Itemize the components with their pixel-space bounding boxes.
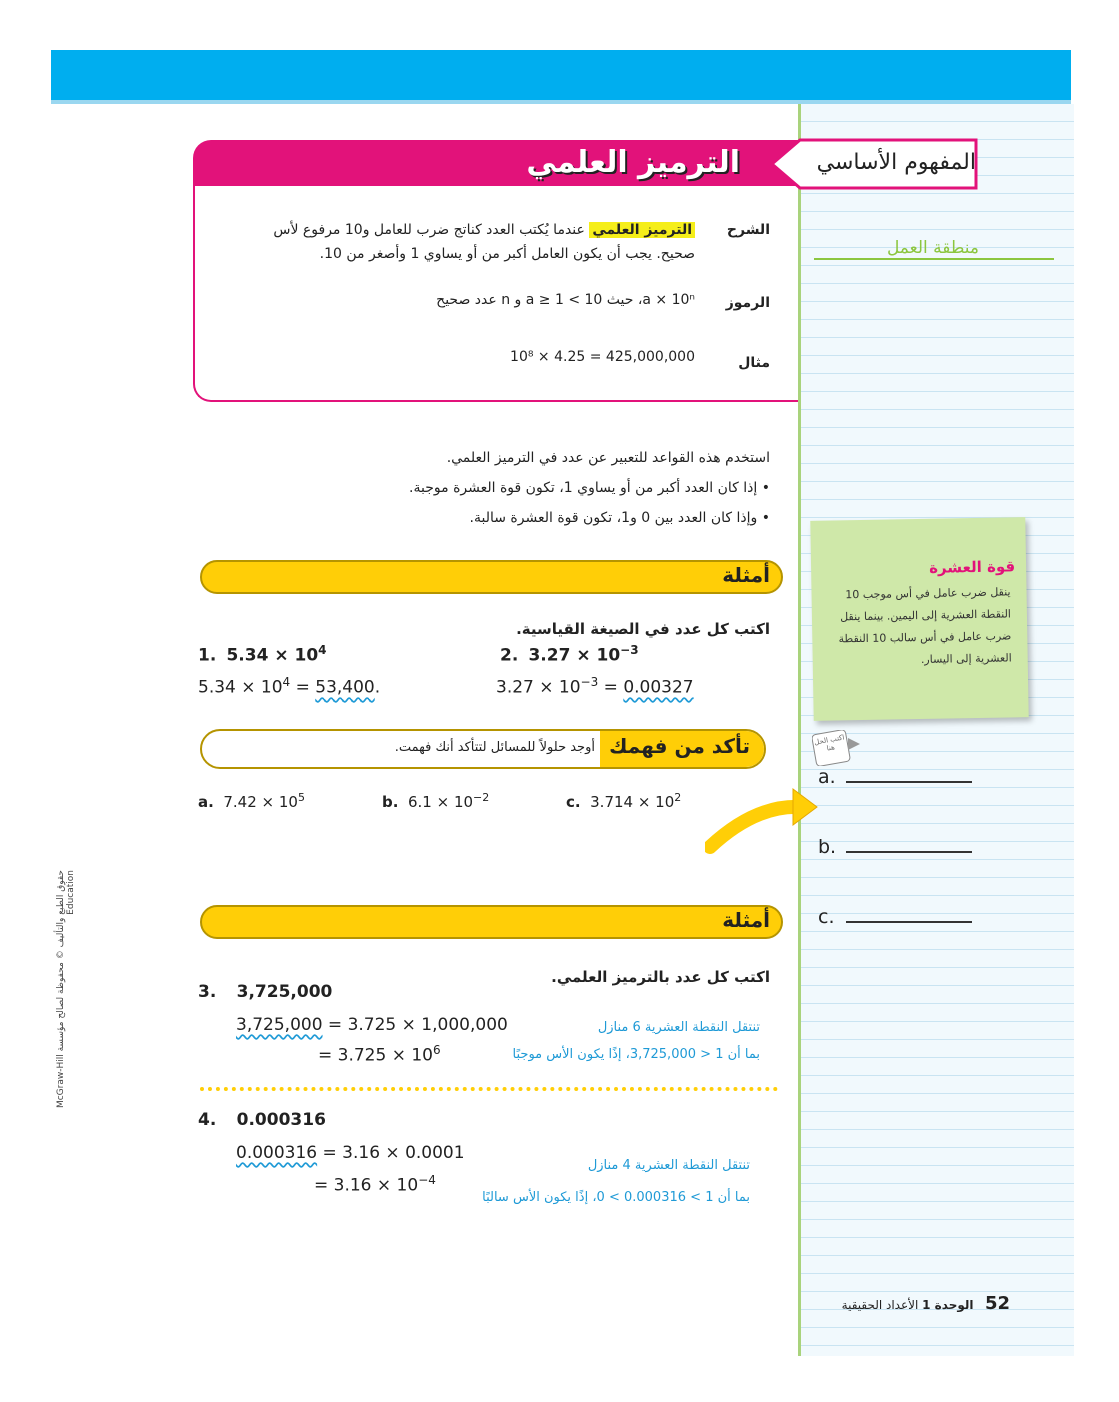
sticky-text: ينقل ضرب عامل في أس موجب 10 النقطة العشرية إلى اليمين. بينما ينقل ضرب عامل في أس سالب 10 النقطة العشرية إلى اليسار.: [838, 585, 1012, 666]
example-1-base: 5.34 × 10: [226, 645, 319, 666]
example-4-note-2: بما أن 1 > 0.000316 > 0، إذًا يكون الأس سالبًا: [482, 1190, 750, 1205]
example-4-problem: [198, 1110, 326, 1130]
example-1-sol-end: .: [374, 677, 381, 698]
example-4-note-1: تنتقل النقطة العشرية 4 منازل: [587, 1158, 750, 1173]
example-1-sol-lhs: 5.34 × 10: [198, 677, 283, 698]
example-2-sol-exp: −3: [580, 675, 599, 689]
explanation-line2: صحيح. يجب أن يكون العامل أكبر من أو يساوي 1 وأصغر من 10.: [319, 246, 695, 262]
concept-row-explanation: [250, 218, 695, 266]
sticky-note: [810, 517, 1028, 721]
intro-bullet-2-text: وإذا كان العدد بين 0 و1، تكون قوة العشرة سالبة.: [469, 510, 758, 526]
check-item-c-base: 3.714 × 10: [590, 793, 675, 811]
concept-row-label-symbols: الرموز: [725, 295, 770, 311]
concept-row-label-explanation: الشرح: [726, 222, 770, 238]
check-item-b: [382, 791, 489, 811]
example-3-note-2: بما أن 1 < 3,725,000، إذًا يكون الأس موجبًا: [512, 1047, 760, 1062]
sticky-title: قوة العشرة: [928, 557, 1016, 577]
example-1-problem: [198, 643, 458, 665]
examples-instruction-2: اكتب كل عدد بالترميز العلمي.: [551, 968, 770, 986]
example-1-solution: [198, 675, 478, 698]
answer-line-b[interactable]: [846, 851, 972, 853]
example-4-line1-lhs: 0.000316: [236, 1143, 318, 1163]
example-3-line1-rhs: = 3.725 × 1,000,000: [322, 1015, 508, 1035]
concept-row-symbols: a × 10ⁿ، حيث 10 > a ≥ 1 و n عدد صحيح: [436, 292, 695, 308]
example-3-value: 3,725,000: [236, 982, 333, 1002]
example-1-sol-value: 53,400: [315, 677, 375, 698]
work-area-underline: [814, 258, 1054, 260]
dotted-separator: [200, 1087, 778, 1091]
example-4-line2-exp: −4: [418, 1173, 436, 1187]
example-4-line1-rhs: = 3.16 × 0.0001: [317, 1143, 465, 1163]
example-1-sol-eq: =: [290, 677, 316, 698]
examples-title-1: أمثلة: [722, 563, 770, 587]
concept-title: الترميز العلمي: [526, 145, 740, 180]
example-2-base: 3.27 × 10: [528, 645, 621, 666]
example-1-exp: 4: [318, 643, 327, 657]
intro-bullet-1: • إذا كان العدد أكبر من أو يساوي 1، تكون قوة العشرة موجبة.: [409, 480, 770, 496]
footer-unit: الوحدة 1: [922, 1298, 974, 1312]
example-3-note-1: تنتقل النقطة العشرية 6 منازل: [597, 1020, 760, 1035]
example-2-solution: [496, 675, 781, 698]
check-item-a-label: a.: [198, 793, 214, 811]
example-4-line2-base: = 3.16 × 10: [314, 1175, 419, 1196]
intro-lead: استخدم هذه القواعد للتعبير عن عدد في الترميز العلمي.: [446, 450, 770, 466]
examples-title-2: أمثلة: [722, 908, 770, 932]
explanation-line1: عندما يُكتب العدد كناتج ضرب للعامل و10 مرفوع لأس: [273, 222, 590, 238]
example-3-line2-base: = 3.725 × 10: [318, 1045, 433, 1066]
answer-line-c[interactable]: [846, 921, 972, 923]
intro-bullet-1-text: إذا كان العدد أكبر من أو يساوي 1، تكون قوة العشرة موجبة.: [409, 480, 758, 496]
check-item-a-exp: 5: [297, 791, 305, 804]
top-banner: [51, 50, 1071, 100]
example-2-sol-eq: =: [598, 677, 624, 698]
example-3-line1: [236, 1015, 526, 1035]
example-1-sol-exp: 4: [282, 675, 291, 689]
concept-row-example: 425,000,000 = 4.25 × 10⁸: [510, 349, 695, 365]
highlight-term: الترميز العلمي: [589, 222, 695, 238]
check-item-a: [198, 791, 305, 811]
arrow-to-work-area-icon: [705, 785, 820, 860]
footer-unit-title: الأعداد الحقيقية: [841, 1298, 923, 1312]
write-here-badge: [812, 730, 862, 766]
example-1-number: 1.: [198, 645, 217, 666]
check-item-b-label: b.: [382, 793, 399, 811]
example-2-sol-value: 0.00327: [623, 677, 694, 698]
check-item-b-base: 6.1 × 10: [407, 793, 474, 811]
intro-bullet-2: • وإذا كان العدد بين 0 و1، تكون قوة العشرة سالبة.: [469, 510, 770, 526]
example-4-number: 4.: [198, 1110, 217, 1130]
example-3-line2: [318, 1043, 518, 1066]
work-area-title: منطقة العمل: [886, 238, 980, 258]
example-3-line1-lhs: 3,725,000: [236, 1015, 323, 1035]
copyright-side-text: حقوق الطبع والتأليف © محفوظة لصالح مؤسسة McGraw-Hill Education: [56, 870, 76, 1109]
check-item-c-exp: 2: [674, 791, 682, 804]
check-item-c: [566, 791, 681, 811]
check-text: أوجد حلولاً للمسائل لتتأكد أنك فهمت.: [394, 740, 595, 755]
write-here-text: اكتب الحل هنا: [813, 733, 845, 753]
example-4-value: 0.000316: [236, 1110, 326, 1130]
answer-label-c: c.: [818, 906, 835, 928]
answer-label-b: b.: [818, 836, 837, 858]
check-title: تأكد من فهمك: [609, 734, 750, 758]
answer-label-a: a.: [818, 766, 836, 788]
example-3-line2-exp: 6: [433, 1043, 441, 1057]
page-number: 52: [984, 1293, 1010, 1314]
example-2-exp: −3: [620, 643, 639, 657]
example-3-number: 3.: [198, 982, 217, 1002]
example-4-line1: [236, 1143, 496, 1163]
concept-row-label-example: مثال: [738, 355, 770, 371]
check-item-b-exp: −2: [473, 791, 490, 804]
examples-instruction-1: اكتب كل عدد في الصيغة القياسية.: [516, 620, 770, 638]
check-item-a-base: 7.42 × 10: [223, 793, 298, 811]
example-2-number: 2.: [500, 645, 519, 666]
example-2-problem: [500, 643, 760, 665]
answer-line-a[interactable]: [846, 781, 972, 783]
page-footer: [800, 1293, 1010, 1314]
concept-tag: المفهوم الأساسي: [816, 150, 976, 175]
example-2-sol-lhs: 3.27 × 10: [496, 677, 581, 698]
check-item-c-label: c.: [566, 793, 581, 811]
example-3-problem: [198, 982, 332, 1002]
